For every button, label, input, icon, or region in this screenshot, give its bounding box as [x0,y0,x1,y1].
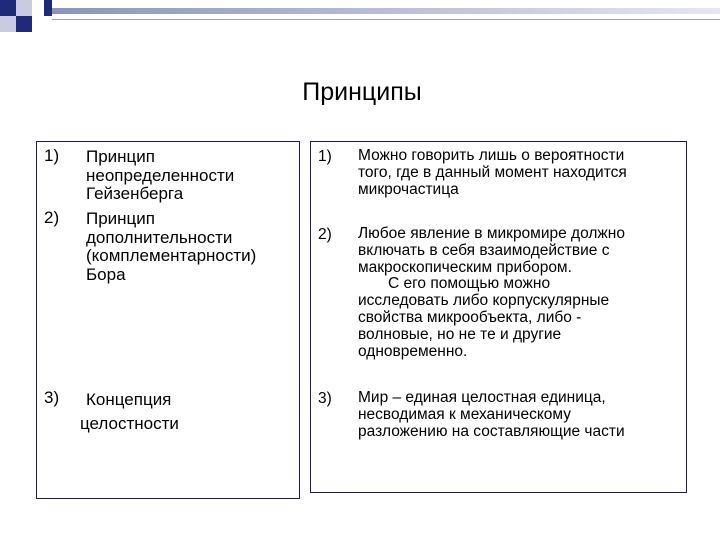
right-item-2-line: С его помощью можно [388,275,551,293]
right-item-1-line: Можно говорить лишь о вероятности [358,147,625,164]
right-item-3-line: несводимая к механическому [358,405,571,423]
right-item-1-text [358,148,627,198]
right-item-2-line: исследовать либо корпускулярные [358,292,610,310]
left-item-2-line: (комплементарности) [86,246,257,265]
left-item-2-text [86,210,256,284]
left-item-1-line: Принцип [86,147,155,166]
right-item-3-line: Мир – единая целостная единица, [358,389,606,406]
decor-square-dark-2 [16,16,32,32]
decor-square-dark-3 [44,0,52,16]
decor-square-light-1 [16,0,32,16]
right-item-1-number: 1) [318,148,332,165]
right-item-2-line: волновые, но не те и другие [358,325,562,343]
left-item-3-line: целостности [80,414,179,433]
decor-header-bar [52,8,720,14]
left-item-3-number: 3) [44,388,60,407]
left-item-1-number: 1) [44,146,60,165]
left-item-2-line: Принцип [86,209,155,228]
right-item-2-line: Любое явление в микромире должно [358,225,625,242]
right-item-2-number: 2) [318,226,332,243]
left-item-2-line: дополнительности [86,227,233,247]
right-item-3-line: разложению на составляющие части [358,422,625,440]
left-item-3-text [80,388,179,436]
left-item-3-line: Концепция [86,390,172,409]
right-item-1-line: того, где в данный момент находится [358,163,627,181]
left-item-2-line: Бора [86,264,126,284]
right-item-3-text [358,390,625,440]
right-item-1-line: микрочастица [358,180,459,198]
right-item-2-line: одновременно. [358,342,468,360]
right-item-2-text [358,226,625,360]
right-item-3-number: 3) [318,390,332,407]
right-item-2-line: макроскопическим прибором. [358,258,572,276]
left-item-1-line: Гейзенберга [86,184,184,203]
right-item-2-line: свойства микрообъекта, либо - [358,308,582,326]
left-item-2-number: 2) [44,208,60,227]
decor-square-light-2 [0,16,16,32]
decor-square-dark-1 [0,0,16,16]
decor-header-line [52,19,720,20]
page-title: Принципы [302,78,422,106]
left-item-1-line: неопределенности [86,165,235,185]
left-item-1-text [86,148,234,204]
right-item-2-line: включать в себя взаимодействие с [358,241,610,259]
